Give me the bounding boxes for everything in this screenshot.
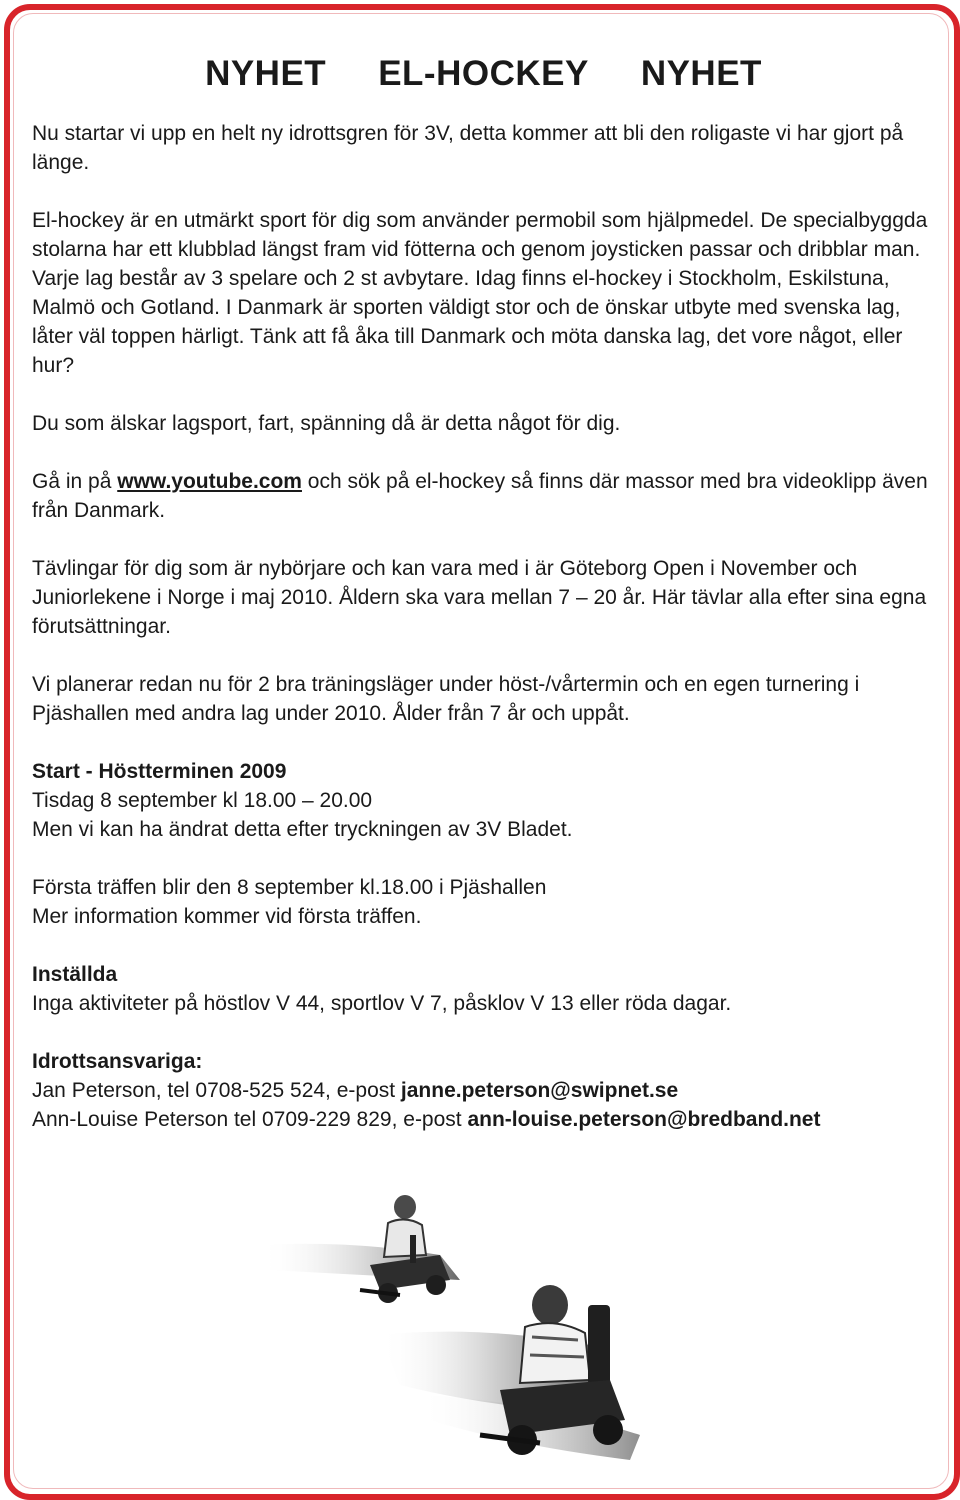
cancelled-section [32, 960, 935, 1018]
first-meeting-section [32, 873, 935, 931]
contacts-heading: Idrottsansvariga: [32, 1050, 203, 1073]
intro-paragraph: Nu startar vi upp en helt ny idrottsgren för 3V, detta kommer att bli den roligaste vi har gjort på länge. [32, 122, 904, 174]
title-right: NYHET [640, 54, 762, 93]
appeal-paragraph: Du som älskar lagsport, fart, spänning då är detta något för dig. [32, 412, 621, 435]
start-heading: Start - Höstterminen 2009 [32, 760, 287, 783]
document-body [32, 50, 935, 1163]
first-meeting-line-1: Första träffen blir den 8 september kl.18.00 i Pjäshallen [32, 876, 547, 899]
contact-1-email[interactable]: janne.peterson@swipnet.se [400, 1079, 679, 1102]
contact-2-email[interactable]: ann-louise.peterson@bredband.net [467, 1108, 821, 1131]
youtube-before: Gå in på [32, 470, 118, 493]
title-left: NYHET [205, 54, 327, 93]
start-line-1: Tisdag 8 september kl 18.00 – 20.00 [32, 789, 373, 812]
cancelled-heading: Inställda [32, 963, 118, 986]
youtube-after: och sök på el-hockey så finns där massor med bra videoklipp även från Danmark. [32, 470, 928, 522]
description-paragraph: El-hockey är en utmärkt sport för dig som använder permobil som hjälpmedel. De specialbyggda stolarna har ett klubblad längst fram vid fötterna och genom joysticken passar och dribblar man. Varje lag består av 3 spelare och 2 st avbytare. Idag finns el-hockey i Stockholm, Eskilstuna, Malmö och Gotland. I Danmark är sporten väldigt stor och de önskar utbyte med svenska lag, låter väl toppen härligt. Tänk att få åka till Danmark och möta danska lag, det vore något, eller hur? [32, 209, 928, 377]
start-section [32, 757, 935, 844]
el-hockey-players-image [260, 1185, 780, 1485]
cancelled-text: Inga aktiviteter på höstlov V 44, sportlov V 7, påsklov V 13 eller röda dagar. [32, 992, 732, 1015]
page-title [32, 50, 935, 98]
competitions-paragraph: Tävlingar för dig som är nybörjare och kan vara med i är Göteborg Open i November och Juniorlekene i Norge i maj 2010. Åldern ska vara mellan 7 – 20 år. Här tävlar alla efter sina egna förutsättningar. [32, 557, 927, 638]
contact-2-text: Ann-Louise Peterson tel 0709-229 829, e-post [32, 1108, 468, 1131]
plans-paragraph: Vi planerar redan nu för 2 bra träningsläger under höst-/vårtermin och en egen turnering i Pjäshallen med andra lag under 2010. Ålder från 7 år och uppåt. [32, 673, 860, 725]
first-meeting-line-2: Mer information kommer vid första träffen. [32, 905, 422, 928]
start-line-2: Men vi kan ha ändrat detta efter tryckningen av 3V Bladet. [32, 818, 573, 841]
youtube-paragraph [32, 467, 935, 525]
title-center: EL-HOCKEY [378, 54, 589, 93]
contacts-section [32, 1047, 935, 1134]
contact-1-text: Jan Peterson, tel 0708-525 524, e-post [32, 1079, 401, 1102]
youtube-link[interactable]: www.youtube.com [117, 470, 302, 493]
